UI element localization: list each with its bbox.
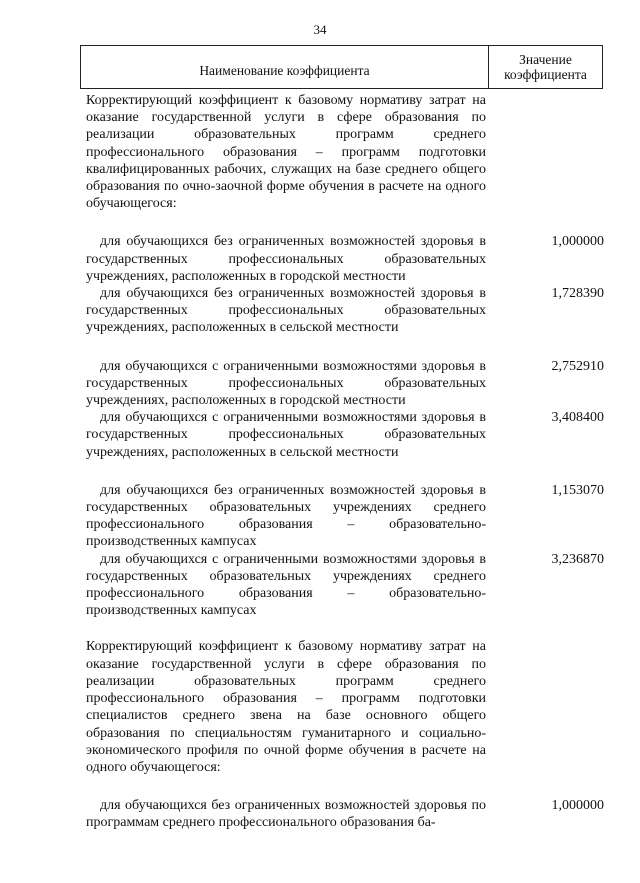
page-number: 34	[313, 22, 327, 37]
section-heading	[86, 92, 606, 212]
coefficient-value: 1,000000	[551, 798, 604, 814]
coefficient-row	[86, 285, 606, 337]
column-header-value: Значение коэффициента	[488, 46, 602, 88]
table-header	[80, 45, 603, 89]
coefficient-value: 2,752910	[551, 358, 604, 374]
coefficient-description: для обучающихся с ограниченными возможностями здоровья в государственных профессиональных образовательных учреждениях, расположенных в городской местности	[86, 358, 486, 409]
coefficient-row	[86, 551, 606, 620]
section-heading-text: Корректирующий коэффициент к базовому нормативу затрат на оказание государственной услуги в сфере образования по реализации образовательных программ среднего профессионального образования – программ подготовки квалифицированных рабочих, служащих на базе среднего общего образования по очно-заочной форме обучения в расчете на одного обучающегося:	[86, 93, 486, 212]
coefficient-row	[86, 233, 606, 285]
column-header-name: Наименование коэффициента	[199, 63, 370, 78]
coefficient-description: для обучающихся без ограниченных возможностей здоровья в государственных профессиональных образовательных учреждениях, расположенных в городской местности	[86, 234, 486, 284]
coefficient-description: для обучающихся без ограниченных возможностей здоровья в государственных профессиональных образовательных учреждениях, расположенных в сельской местности	[86, 286, 486, 336]
coefficient-value: 1,153070	[551, 482, 604, 498]
coefficient-value: 3,236870	[551, 551, 604, 567]
coefficient-value: 3,408400	[551, 410, 604, 426]
coefficient-row	[86, 409, 606, 461]
coefficient-description: для обучающихся без ограниченных возможностей здоровья по программам среднего профессионального образования ба-	[86, 798, 486, 831]
coefficient-value: 1,728390	[551, 286, 604, 302]
coefficient-row	[86, 358, 606, 410]
section-heading	[86, 638, 606, 776]
coefficient-row	[86, 797, 606, 831]
coefficient-value: 1,000000	[551, 234, 604, 250]
coefficient-description: для обучающихся без ограниченных возможностей здоровья в государственных образовательных учреждениях среднего профессионального образования – образовательно-производственных кампусах	[86, 482, 486, 550]
section-heading-text: Корректирующий коэффициент к базовому нормативу затрат на оказание государственной услуги в сфере образования по реализации образовательных программ среднего профессионального образования – программ подготовки специалистов среднего звена на базе основного общего образования по специальностям гуманитарного и социально-экономического профиля по очной форме обучения в расчете на одного обучающегося:	[86, 639, 486, 775]
coefficient-description: для обучающихся с ограниченными возможностями здоровья в государственных образовательных учреждениях среднего профессионального образования – образовательно-производственных кампусах	[86, 551, 486, 619]
coefficient-row	[86, 482, 606, 551]
coefficient-description: для обучающихся с ограниченными возможностями здоровья в государственных профессиональных образовательных учреждениях, расположенных в сельской местности	[86, 410, 486, 460]
document-body	[86, 92, 606, 832]
